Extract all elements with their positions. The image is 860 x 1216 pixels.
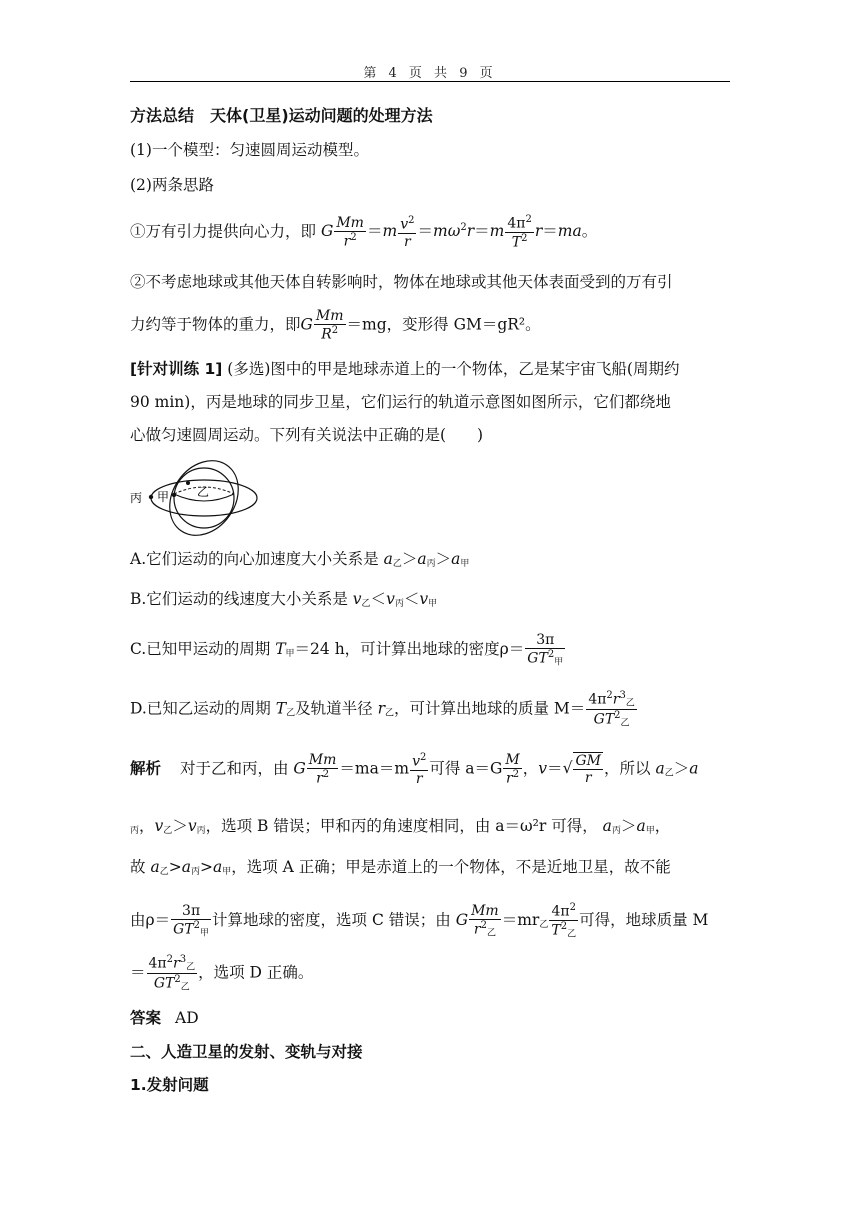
bing-dot (149, 495, 153, 499)
exercise-tag: [针对训练 1] (130, 360, 223, 378)
sqrt-gm-over-r: √ $\frac{GM}{r}$ (562, 753, 601, 787)
analysis-l1-a: 对于乙和丙，由 (179, 759, 289, 778)
section-2-title: 二、人造卫星的发射、变轨与对接 (130, 1043, 363, 1061)
rule-1-prefix: ①万有引力提供向心力，即 (130, 222, 317, 241)
analysis-l2-b: ，选项 B 错误；甲和丙的角速度相同，由 a＝ω²r 可得， (205, 817, 598, 835)
sub-jia: 甲 (428, 599, 438, 609)
yi-dot (186, 481, 190, 485)
sub-yi: 乙 (286, 708, 296, 719)
analysis-l1-d: ，所以 (603, 759, 651, 778)
option-c: C.已知甲运动的周期 $T_甲=24$ h，可计算出地球的密度ρ＝ $\frac{3\pi}{GT^2_甲}$ (130, 632, 564, 668)
sub-yi: 乙 (539, 919, 549, 930)
option-c-text: C.已知甲运动的周期 (130, 640, 271, 659)
sub-bing: 丙 (394, 599, 404, 609)
answer-line (130, 1009, 740, 1028)
header-rule (130, 81, 730, 82)
analysis-l1-c: 可得 a＝G (429, 759, 503, 778)
rule-2-line-2: 力约等于物体的重力，即G $\frac{Mm}{R^2}$ ＝mg，变形得 GM＝gR²。 (130, 308, 541, 343)
orbit-diagram (128, 458, 260, 540)
option-d-text: D.已知乙运动的周期 (130, 699, 271, 718)
sub-jia: 甲 (645, 826, 655, 836)
sub-yi: 乙 (163, 826, 173, 836)
method-item-2: (2)两条思路 (130, 176, 214, 194)
analysis-line-4: 由ρ＝ $\frac{3\pi}{GT^2_甲}$ 计算地球的密度，选项 C 错误；由 G $\frac{Mm}{r^2_乙}$ $=mr_乙$ $\frac{4\pi^2}{T^2_乙}$ 可得，地球质量 M (130, 902, 709, 940)
sub-yi: 乙 (361, 599, 371, 609)
analysis-line-2: $_丙$，$v_乙>v_丙$，选项 B 错误；甲和丙的角速度相同，由 a＝ω²r 可得， $a_丙>a_甲$， (130, 817, 671, 836)
option-a-text: A.它们运动的向心加速度大小关系是 (130, 550, 379, 568)
analysis-l4-d: 可得，地球质量 M (579, 910, 709, 929)
option-d-mid: 及轨道半径 (295, 699, 373, 718)
sub-bing: 丙 (196, 826, 206, 836)
rule-2-prefix: 力约等于物体的重力，即 (130, 315, 301, 334)
analysis-line-3: 故 $a_乙>a_丙>a_甲$，选项 A 正确；甲是赤道上的一个物体，不是近地卫星，故不能 (130, 858, 671, 877)
sub-yi: 乙 (664, 768, 674, 779)
sub-bing: 丙 (426, 559, 436, 569)
sub-bing: 丙 (611, 826, 621, 836)
exercise-line-3: 心做匀速圆周运动。下列有关说法中正确的是( ) (130, 426, 484, 444)
rule-2-mid: ＝mg，变形得 GM＝gR²。 (346, 315, 541, 334)
rule-2-line-1: ②不考虑地球或其他天体自转影响时，物体在地球或其他天体表面受到的万有引 (130, 273, 673, 291)
option-c-mid: ＝24 h，可计算出地球的密度ρ＝ (294, 640, 525, 659)
analysis-l5-b: ，选项 D 正确。 (198, 963, 314, 982)
option-d-end: ，可计算出地球的质量 M＝ (394, 699, 586, 718)
answer-value: AD (175, 1009, 199, 1027)
method-title: 方法总结 天体(卫星)运动问题的处理方法 (130, 106, 433, 125)
sub-bing: 丙 (130, 826, 140, 836)
sub-jia: 甲 (285, 649, 295, 660)
sub-yi: 乙 (384, 708, 394, 719)
analysis-l4-b: 计算地球的密度，选项 C 错误；由 (212, 910, 451, 929)
analysis-line-1: 解析 对于乙和丙，由 G $\frac{Mm}{r^2}$ ＝ma＝m $\frac{v^2}{r}$ 可得 a＝G $\frac{M}{r^2}$ ，v＝√ $\frac{GM}{r}$ ，所以 $a_乙>a$ (130, 752, 699, 787)
method-item-1: (1)一个模型：匀速圆周运动模型。 (130, 141, 369, 159)
analysis-l3-b: ，选项 A 正确；甲是赤道上的一个物体，不是近地卫星，故不能 (231, 858, 671, 876)
section-2-sub-1: 1.发射问题 (130, 1076, 209, 1094)
rule-1 (130, 214, 740, 251)
sub-yi: 乙 (159, 867, 169, 877)
label-bing: 丙 (130, 491, 143, 505)
analysis-l1-b: ＝ma＝m (339, 759, 410, 778)
rule-1-formula: G $\frac{Mm}{r^2}$ ＝m $\frac{v^2}{r}$ $=m\omega^2r=m$ $\frac{4\pi^2}{T^2}$ r＝ma。 (320, 214, 598, 251)
analysis-label: 解析 (130, 759, 162, 778)
option-d: D.已知乙运动的周期 $T_乙$及轨道半径 $r_乙$，可计算出地球的质量 M＝ $\frac{4\pi^2r^3_乙}{GT^2_乙}$ (130, 690, 635, 729)
sub-bing: 丙 (190, 867, 200, 877)
jia-dot (172, 493, 176, 497)
option-b: B.它们运动的线速度大小关系是 $v_乙<v_丙<v_甲$ (130, 590, 438, 609)
sub-yi: 乙 (392, 559, 402, 569)
label-jia: 甲 (157, 490, 170, 504)
analysis-l4-a: 由ρ＝ (130, 910, 171, 929)
sub-jia: 甲 (222, 867, 232, 877)
sub-jia: 甲 (460, 559, 470, 569)
analysis-l3-a: 故 (130, 858, 146, 876)
answer-label: 答案 (130, 1009, 162, 1027)
label-yi: 乙 (197, 485, 210, 499)
option-b-text: B.它们运动的线速度大小关系是 (130, 590, 348, 608)
analysis-l4-c: ＝mr (501, 910, 540, 929)
exercise-line-1 (130, 360, 740, 379)
page-header: 第 4 页 共 9 页 (363, 66, 497, 81)
option-a: A.它们运动的向心加速度大小关系是 $a_乙>a_丙>a_甲$ (130, 550, 470, 569)
exercise-text-1: (多选)图中的甲是地球赤道上的一个物体，乙是某宇宙飞船(周期约 (227, 360, 680, 378)
exercise-line-2: 90 min)，丙是地球的同步卫星，它们运行的轨道示意图如图所示，它们都绕地 (130, 393, 671, 411)
analysis-line-5: ＝ $\frac{4\pi^2r^3_乙}{GT^2_乙}$ ，选项 D 正确。 (130, 954, 314, 993)
